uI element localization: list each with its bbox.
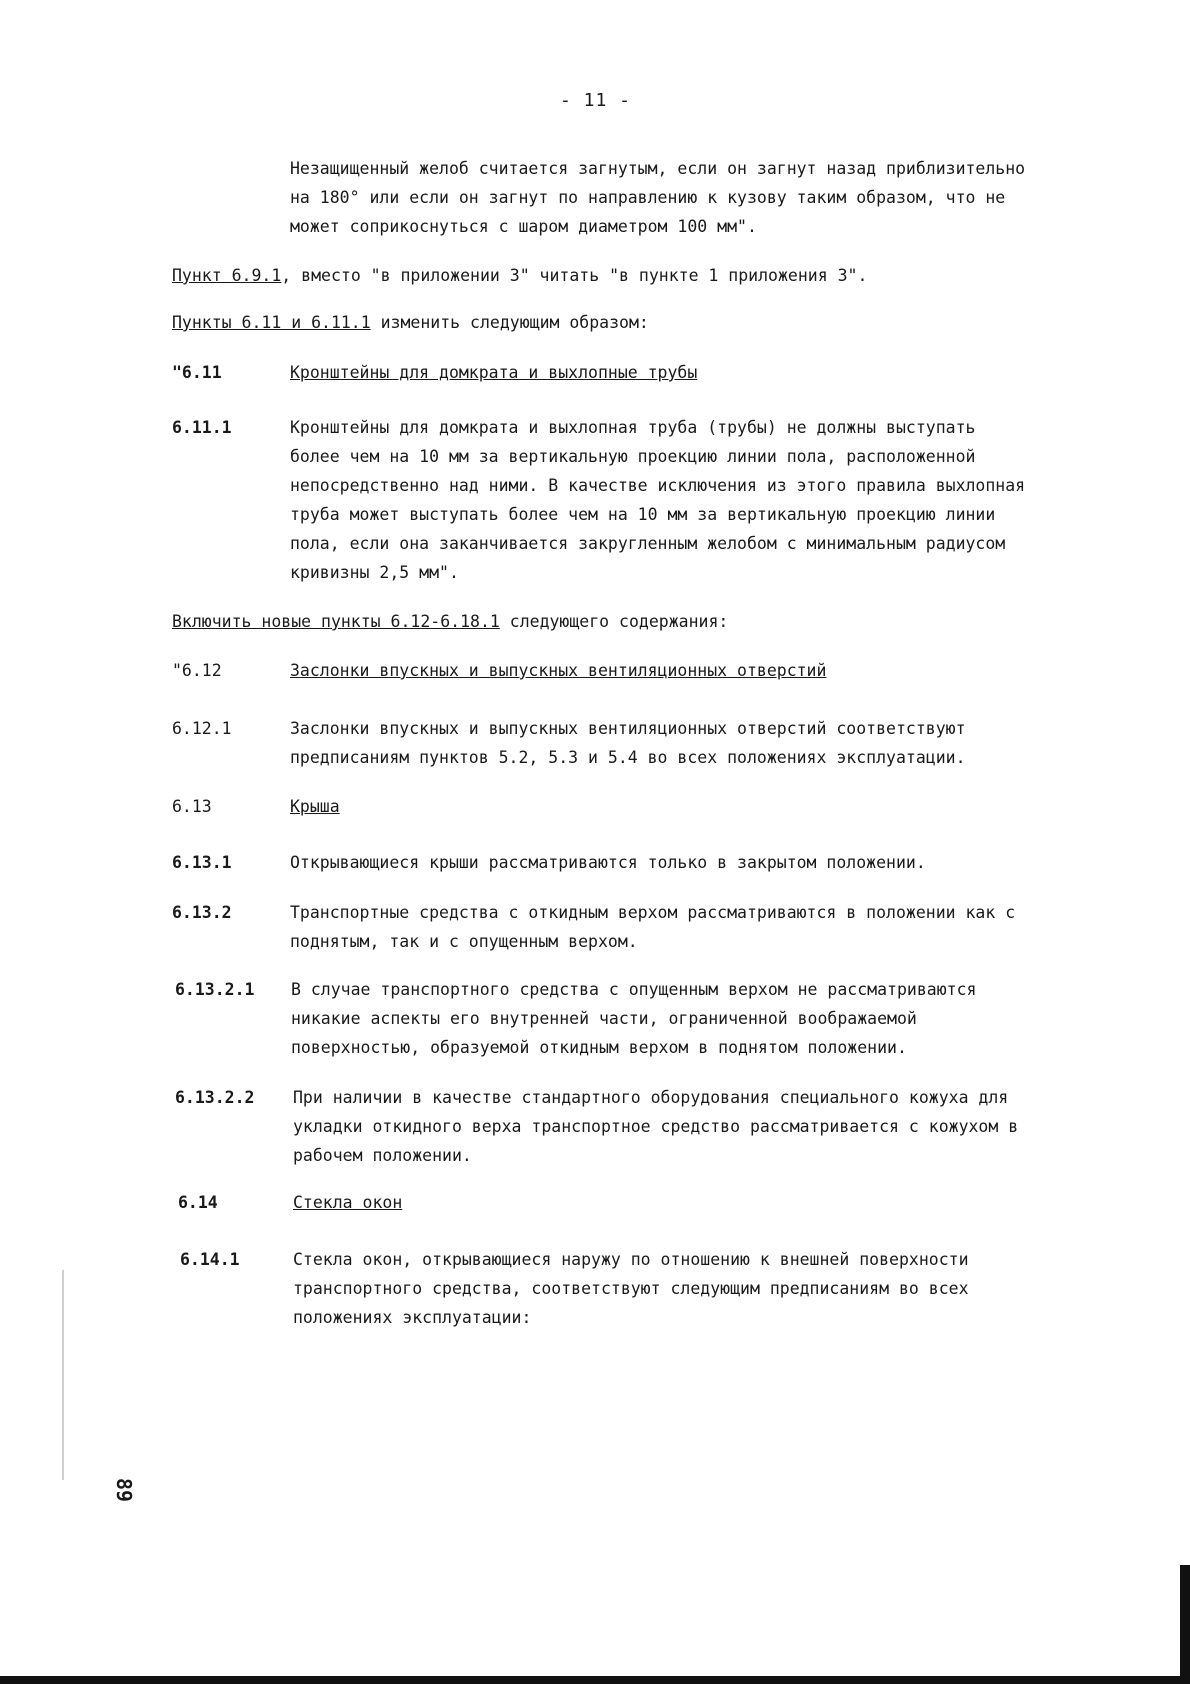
section-number-6-13-2-2: 6.13.2.2 xyxy=(175,1088,255,1107)
section-body-6-13-1 xyxy=(290,848,926,877)
body-line: Открывающиеся крыши рассматриваются только в закрытом положении. xyxy=(290,853,926,872)
section-number-6-14-1: 6.14.1 xyxy=(180,1250,240,1269)
body-line: Кронштейны для домкрата и выхлопная труба (трубы) не должны выступать xyxy=(290,418,976,437)
section-body-6-13-2-2 xyxy=(293,1083,1018,1170)
section-number-6-13: 6.13 xyxy=(172,797,212,816)
section-number-6-13-2: 6.13.2 xyxy=(172,903,232,922)
body-line: поверхностью, образуемой откидным верхом в поднятом положении. xyxy=(291,1038,907,1057)
body-line: труба может выступать более чем на 10 мм за вертикальную проекцию линии xyxy=(290,505,996,524)
section-body-6-13-2 xyxy=(290,898,1015,956)
amendment-new-sections xyxy=(172,607,728,636)
section-number-6-13-2-1: 6.13.2.1 xyxy=(175,980,255,999)
section-body-6-13-2-1 xyxy=(291,975,976,1062)
body-line: Транспортные средства с откидным верхом рассматриваются в положении как с xyxy=(290,903,1016,922)
body-line: положениях эксплуатации: xyxy=(293,1308,532,1327)
section-body-6-12-1 xyxy=(290,714,966,772)
amendment-ref: Включить новые пункты 6.12-6.18.1 xyxy=(172,612,500,631)
section-title-6-12: Заслонки впускных и выпускных вентиляционных отверстий xyxy=(290,661,827,680)
scan-edge-bottom xyxy=(0,1676,1190,1684)
section-number-6-12: "6.12 xyxy=(172,661,222,680)
section-body-6-14-1 xyxy=(293,1245,969,1332)
section-number-6-12-1: 6.12.1 xyxy=(172,719,232,738)
body-line: Стекла окон, открывающиеся наружу по отношению к внешней поверхности xyxy=(293,1250,969,1269)
section-title-6-11: Кронштейны для домкрата и выхлопные трубы xyxy=(290,363,698,382)
section-number-6-13-1: 6.13.1 xyxy=(172,853,232,872)
margin-page-mark: 89 xyxy=(112,1477,137,1503)
amendment-text: , вместо "в приложении 3" читать "в пункте 1 приложения 3". xyxy=(281,266,868,285)
section-title-6-13: Крыша xyxy=(290,797,340,816)
section-title-6-14: Стекла окон xyxy=(293,1193,403,1212)
section-number-6-11: "6.11 xyxy=(172,363,222,382)
body-line: рабочем положении. xyxy=(293,1146,472,1165)
section-number-6-11-1: 6.11.1 xyxy=(172,418,232,437)
amendment-6-11 xyxy=(172,308,649,337)
amendment-ref: Пункт 6.9.1 xyxy=(172,266,282,285)
amendment-text: изменить следующим образом: xyxy=(370,313,649,332)
amendment-text: следующего содержания: xyxy=(499,612,729,631)
page-number: - 11 - xyxy=(560,90,632,111)
body-line: поднятым, так и с опущенным верхом. xyxy=(290,932,638,951)
scan-edge-right xyxy=(1180,1565,1190,1684)
body-line: непосредственно над ними. В качестве исключения из этого правила выхлопная xyxy=(290,476,1026,495)
intro-line: может соприкоснуться с шаром диаметром 100 мм". xyxy=(290,217,757,236)
intro-line: Незащищенный желоб считается загнутым, если он загнут назад приблизительно xyxy=(290,159,1026,178)
body-line: кривизны 2,5 мм". xyxy=(290,563,459,582)
margin-scan-line xyxy=(62,1270,64,1480)
body-line: пола, если она заканчивается закругленным желобом с минимальным радиусом xyxy=(290,534,1006,553)
body-line: укладки откидного верха транспортное средство рассматривается с кожухом в xyxy=(293,1117,1019,1136)
body-line: более чем на 10 мм за вертикальную проекцию линии пола, расположенной xyxy=(290,447,976,466)
body-line: никакие аспекты его внутренней части, ограниченной воображаемой xyxy=(291,1009,917,1028)
intro-line: на 180° или если он загнут по направлению к кузову таким образом, что не xyxy=(290,188,1006,207)
body-line: Заслонки впускных и выпускных вентиляционных отверстий соответствуют xyxy=(290,719,966,738)
body-line: При наличии в качестве стандартного оборудования специального кожуха для xyxy=(293,1088,1009,1107)
body-line: предписаниям пунктов 5.2, 5.3 и 5.4 во всех положениях эксплуатации. xyxy=(290,748,966,767)
body-line: транспортного средства, соответствуют следующим предписаниям во всех xyxy=(293,1279,969,1298)
amendment-6-9-1 xyxy=(172,261,867,290)
amendment-ref: Пункты 6.11 и 6.11.1 xyxy=(172,313,371,332)
section-body-6-11-1 xyxy=(290,413,1025,587)
body-line: В случае транспортного средства с опущенным верхом не рассматриваются xyxy=(291,980,977,999)
section-number-6-14: 6.14 xyxy=(178,1193,218,1212)
intro-paragraph xyxy=(290,154,1025,241)
